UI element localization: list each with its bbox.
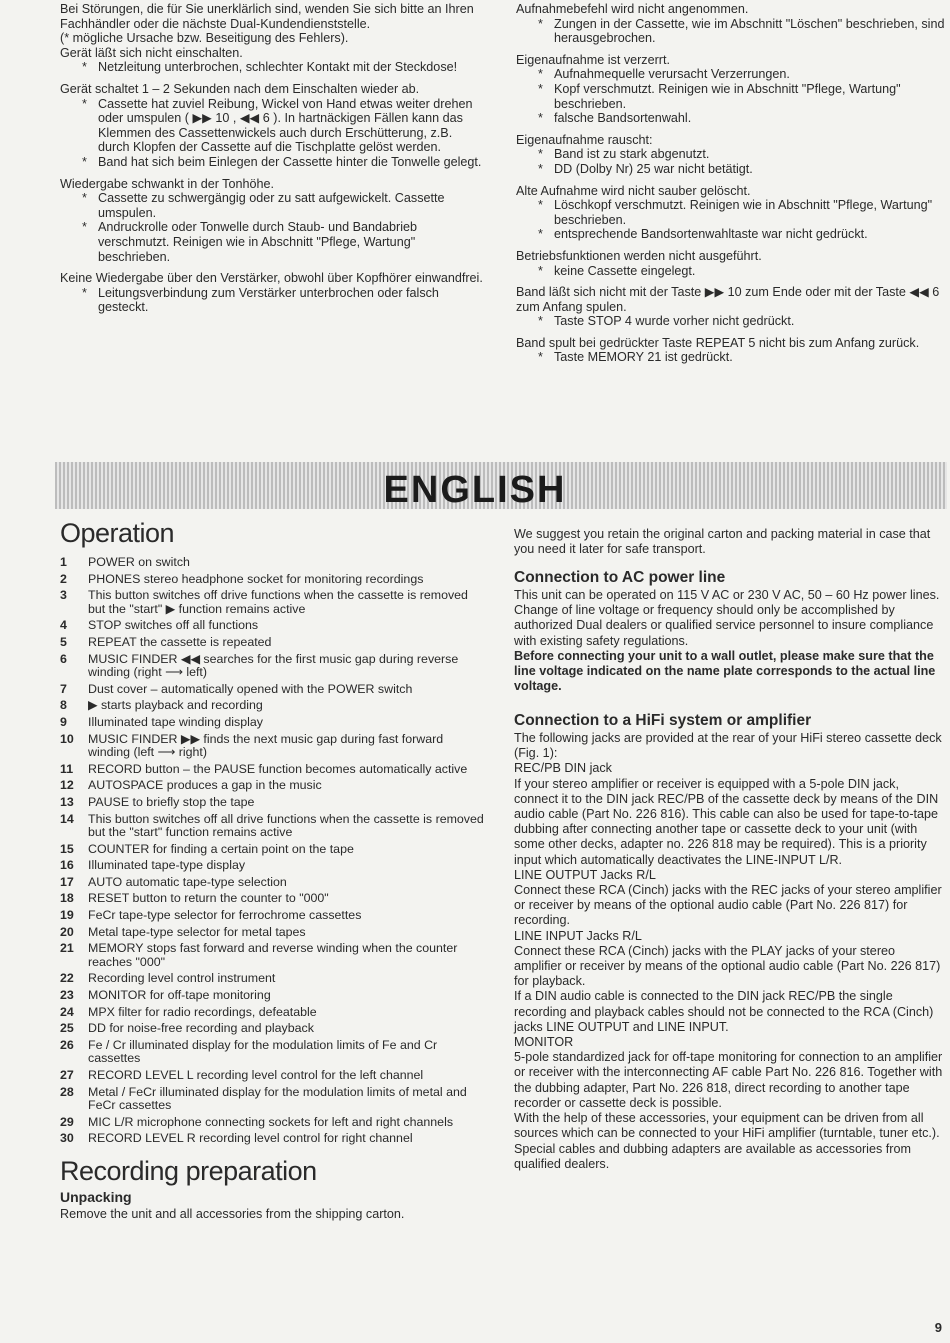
item-number: 6 [60,651,67,666]
banner-title: ENGLISH [383,469,567,511]
operation-item [60,876,485,890]
item-number: 26 [60,1037,74,1052]
item-text: MIC L/R microphone connecting sockets for left and right channels [88,1114,454,1129]
item-text: RECORD LEVEL L recording level control for the left channel [88,1068,424,1082]
operation-item [60,1022,485,1036]
german-entry-bullet: * Kopf verschmutzt. Reinigen wie in Abschnitt "Pflege, Wartung" beschrieben. [516,82,946,111]
hifi-heading: Connection to a HiFi system or amplifier [514,712,812,730]
german-troubleshooting-right [516,2,946,365]
operation-item [60,653,485,680]
german-entry [516,285,946,329]
operation-item [60,859,485,873]
german-entry [60,46,485,75]
hifi-intro: The following jacks are provided at the rear of your HiFi stereo cassette deck (Fig. 1): [514,731,942,761]
item-text: MUSIC FINDER ▶▶ finds the next music gap during fast forward winding (left ⟶ right) [88,731,444,760]
operation-list [60,556,485,1146]
operation-item [60,1039,485,1066]
item-number: 21 [60,941,74,956]
operation-item [60,683,485,697]
item-text: COUNTER for finding a certain point on the tape [88,841,354,856]
german-entry [516,2,946,46]
german-entry-bullet: * falsche Bandsortenwahl. [516,111,946,126]
german-entry [60,177,485,265]
german-entry-heading: Band läßt sich nicht mit der Taste ▶▶ 10 zum Ende oder mit der Taste ◀◀ 6 zum Anfang spulen. [516,285,940,314]
ac-text: This unit can be operated on 115 V AC or 230 V AC, 50 – 60 Hz power lines. Change of line voltage or frequency should only be accomplished by authorized Dual dealers or qualified service personnel to insure compliance with existing safety regulations. [514,588,940,648]
item-number: 5 [60,634,67,649]
unpacking-text: Remove the unit and all accessories from the shipping carton. [60,1206,405,1221]
operation-title: Operation [60,518,175,548]
german-entry-bullet: * keine Cassette eingelegt. [516,264,946,279]
german-entry [60,271,485,315]
item-text: AUTO automatic tape-type selection [88,874,287,889]
german-note: (* mögliche Ursache bzw. Beseitigung des Fehlers). [60,31,349,46]
german-entry-bullet: * Leitungsverbindung zum Verstärker unterbrochen oder falsch gesteckt. [60,286,485,315]
item-number: 13 [60,794,74,809]
german-entry-heading: Wiedergabe schwankt in der Tonhöhe. [60,176,274,191]
din-text: If your stereo amplifier or receiver is equipped with a 5-pole DIN jack, connect it to the DIN jack REC/PB of the cassette deck by means of the DIN audio cable (Part No. 226 816). This cable can also be used for tape-to-tape dubbing after connecting another tape or cassette deck to your unit (with some other decks, adapter no. 226 818 may be required). This is a priority input which automatically deactivates the LINE-INPUT L/R. [514,776,939,867]
operation-item [60,989,485,1003]
operation-item [60,1006,485,1020]
item-text: PAUSE to briefly stop the tape [88,794,255,809]
line-out-label: LINE OUTPUT Jacks R/L [514,867,656,882]
operation-item [60,942,485,969]
item-text: MONITOR for off-tape monitoring [88,988,271,1003]
operation-item [60,1132,485,1146]
operation-item [60,699,485,713]
item-text: RECORD LEVEL R recording level control for right channel [88,1131,413,1146]
item-text: DD for noise-free recording and playback [88,1021,314,1036]
german-entry-bullet: * Cassette zu schwergängig oder zu satt aufgewickelt. Cassette umspulen. [60,191,485,220]
german-entry-bullet: * Andruckrolle oder Tonwelle durch Staub- und Bandabrieb verschmutzt. Reinigen wie in Abschnitt "Pflege, Wartung" beschrieben. [60,220,485,264]
din-label: REC/PB DIN jack [514,761,612,776]
item-number: 19 [60,908,74,923]
item-number: 1 [60,555,67,569]
item-text: Fe / Cr illuminated display for the modulation limits of Fe and Cr cassettes [88,1037,438,1066]
operation-item [60,926,485,940]
operation-item [60,589,485,616]
german-entry-heading: Band spult bei gedrückter Taste REPEAT 5 nicht bis zum Anfang zurück. [516,335,920,350]
din-note: If a DIN audio cable is connected to the DIN jack REC/PB the single recording and playback cables should not be connected to the RCA (Cinch) jacks LINE OUTPUT and LINE INPUT. [514,989,934,1034]
german-entry-bullet: * Zungen in der Cassette, wie im Abschnitt "Löschen" beschrieben, sind herausgebrochen. [516,17,946,46]
item-text: PHONES stereo headphone socket for monitoring recordings [88,571,424,586]
operation-item [60,972,485,986]
item-number: 24 [60,1004,74,1019]
line-out-text: Connect these RCA (Cinch) jacks with the REC jacks of your stereo amplifier or receiver by means of the optional audio cable (Part No. 226 817) for recording. [514,883,942,928]
item-number: 9 [60,714,67,729]
operation-section [60,518,485,1221]
line-in-text: Connect these RCA (Cinch) jacks with the PLAY jacks of your stereo amplifier or receiver by means of the optional audio cable (Part No. 226 817) for playback. [514,943,941,989]
item-number: 3 [60,588,67,603]
item-text: Metal tape-type selector for metal tapes [88,924,306,939]
german-entry [516,336,946,365]
item-number: 2 [60,571,67,586]
item-text: REPEAT the cassette is repeated [88,634,272,649]
item-text: Recording level control instrument [88,971,276,986]
monitor-label: MONITOR [514,1035,574,1050]
item-number: 27 [60,1068,74,1082]
operation-item [60,1116,485,1130]
recording-preparation-title: Recording preparation [60,1155,317,1186]
operation-item [60,843,485,857]
operation-item [60,556,485,570]
item-text: POWER on switch [88,555,190,569]
item-text: Illuminated tape-type display [88,858,246,873]
item-number: 12 [60,778,74,793]
german-entry-heading: Gerät läßt sich nicht einschalten. [60,45,243,60]
item-text: FeCr tape-type selector for ferrochrome cassettes [88,908,362,923]
item-number: 18 [60,891,74,906]
german-entry-bullet: * DD (Dolby Nr) 25 war nicht betätigt. [516,162,946,177]
german-entry-heading: Aufnahmebefehl wird nicht angenommen. [516,2,749,16]
item-text: ▶ starts playback and recording [88,698,263,713]
item-text: AUTOSPACE produces a gap in the music [88,778,322,793]
page-number: 9 [934,1320,942,1335]
item-number: 4 [60,618,67,633]
item-text: Dust cover – automatically opened with the POWER switch [88,681,413,696]
ac-heading: Connection to AC power line [514,569,726,587]
accessories-text: With the help of these accessories, your equipment can be driven from all sources which can be connected to your HiFi amplifier (turntable, tuner etc.). Special cables and dubbing adapters are available as accessories from qualified dealers. [514,1111,940,1171]
german-entry-bullet: * Netzleitung unterbrochen, schlechter Kontakt mit der Steckdose! [60,60,485,75]
german-entry [516,184,946,242]
german-entry-bullet: * Taste STOP 4 wurde vorher nicht gedrückt. [516,314,946,329]
german-entry-bullet: * Band ist zu stark abgenutzt. [516,147,946,162]
operation-item [60,779,485,793]
carton-text: We suggest you retain the original carton and packing material in case that you need it later for safe transport. [514,527,931,557]
operation-item [60,573,485,587]
operation-item [60,1086,485,1113]
item-text: MUSIC FINDER ◀◀ searches for the first music gap during reverse winding (right ⟶ left) [88,651,459,680]
german-entry [60,82,485,170]
item-text: This button switches off all drive functions when the cassette is removed but the "start" function remains active [88,811,484,840]
german-entry [516,53,946,126]
operation-item [60,763,485,777]
item-number: 11 [60,761,74,776]
operation-item [60,1069,485,1083]
connections-section [514,527,946,1172]
operation-item [60,796,485,810]
german-entry-bullet: * Aufnahmequelle verursacht Verzerrungen. [516,67,946,82]
item-number: 16 [60,858,74,873]
item-text: MEMORY stops fast forward and reverse winding when the counter reaches "000" [88,941,458,969]
german-entry-bullet: * Taste MEMORY 21 ist gedrückt. [516,350,946,365]
german-entry-heading: Eigenaufnahme ist verzerrt. [516,52,670,67]
item-text: RECORD button – the PAUSE function becomes automatically active [88,761,468,776]
item-number: 30 [60,1131,74,1146]
item-number: 20 [60,924,74,939]
item-number: 10 [60,731,74,746]
item-text: STOP switches off all functions [88,618,259,633]
item-number: 15 [60,841,74,856]
item-number: 8 [60,698,67,713]
item-text: RESET button to return the counter to "000" [88,891,329,906]
item-number: 14 [60,811,74,826]
item-number: 29 [60,1114,74,1129]
german-entry-bullet: * Löschkopf verschmutzt. Reinigen wie in Abschnitt "Pflege, Wartung" beschrieben. [516,198,946,227]
german-entry-bullet: * entsprechende Bandsortenwahltaste war nicht gedrückt. [516,227,946,242]
ac-warning: Before connecting your unit to a wall outlet, please make sure that the line voltage indicated on the name plate corresponds to the actual line voltage. [514,648,936,694]
german-entry-heading: Betriebsfunktionen werden nicht ausgeführt. [516,248,762,263]
monitor-text: 5-pole standardized jack for off-tape monitoring for connection to an amplifier or receiver with the interconnecting AF cable Part No. 226 816. Together with the dubbing adapter, Part No. 226 818, direct recording to another tape recorder or cassette deck is possible. [514,1050,943,1110]
item-text: This button switches off drive functions when the cassette is removed but the "start" ▶ function remains active [88,588,468,616]
german-entry-bullet: * Band hat sich beim Einlegen der Cassette hinter die Tonwelle gelegt. [60,155,485,170]
operation-item [60,716,485,730]
operation-item [60,636,485,650]
operation-item [60,892,485,906]
german-entry-heading: Keine Wiedergabe über den Verstärker, obwohl über Kopfhörer einwandfrei. [60,271,483,286]
item-number: 25 [60,1021,74,1036]
operation-item [60,733,485,760]
item-number: 22 [60,971,74,986]
german-entry-heading: Gerät schaltet 1 – 2 Sekunden nach dem Einschalten wieder ab. [60,81,420,96]
item-number: 17 [60,874,74,889]
german-entry [516,133,946,177]
line-in-label: LINE INPUT Jacks R/L [514,928,642,943]
item-text: MPX filter for radio recordings, defeatable [88,1004,317,1019]
operation-item [60,909,485,923]
german-troubleshooting-left [60,2,485,315]
german-entry [516,249,946,278]
operation-item [60,619,485,633]
unpacking-heading: Unpacking [60,1188,132,1205]
item-text: Metal / FeCr illuminated display for the modulation limits of metal and FeCr cassettes [88,1084,467,1113]
operation-item [60,813,485,840]
item-number: 28 [60,1084,74,1099]
item-text: Illuminated tape winding display [88,714,263,729]
item-number: 23 [60,988,74,1003]
german-intro: Bei Störungen, die für Sie unerklärlich sind, wenden Sie sich bitte an Ihren Fachhändler oder die nächste Dual-Kundendienststelle. [60,2,474,31]
german-entry-heading: Eigenaufnahme rauscht: [516,132,653,147]
item-number: 7 [60,681,67,696]
german-entry-bullet: * Cassette hat zuviel Reibung, Wickel von Hand etwas weiter drehen oder umspulen ( ▶▶ 10 , ◀◀ 6 ). In hartnäckigen Fällen kann das Klemmen des Cassettenwickels auch durch Erschütterung, z.B. durch Klopfen der Cassette auf die Tischplatte gelöst werden. [60,97,485,155]
german-entry-heading: Alte Aufnahme wird nicht sauber gelöscht. [516,183,751,198]
